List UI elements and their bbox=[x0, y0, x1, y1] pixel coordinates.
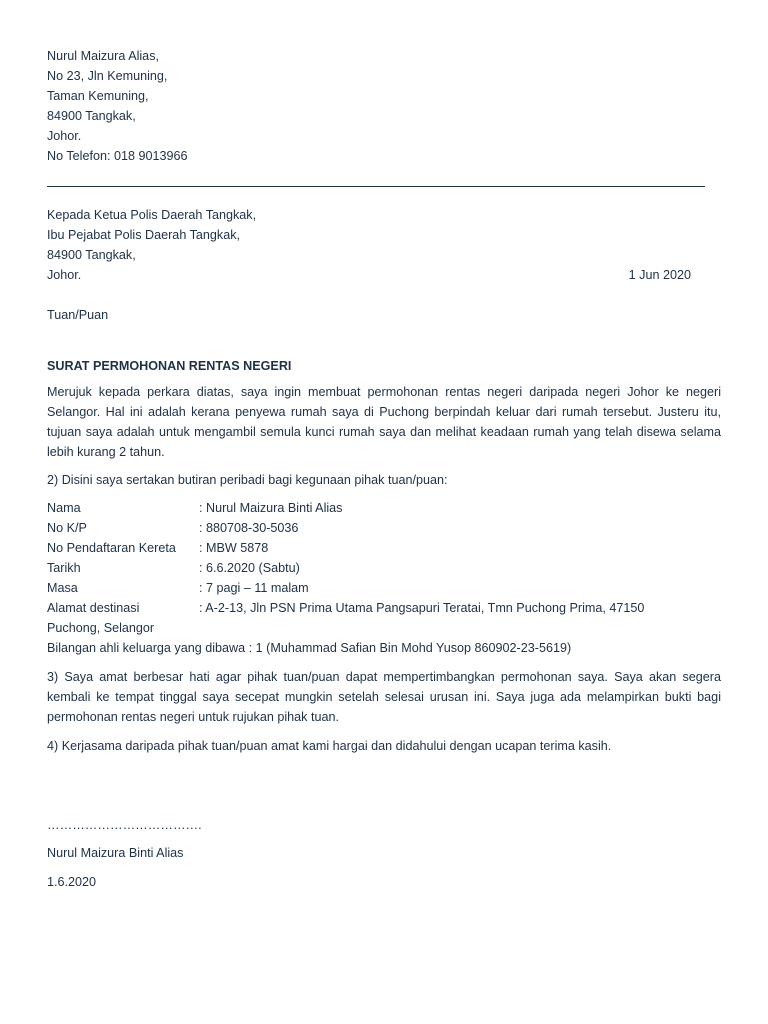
letter-subject: SURAT PERMOHONAN RENTAS NEGERI bbox=[47, 359, 292, 373]
paragraph-2: 2) Disini saya sertakan butiran peribadi bagi kegunaan pihak tuan/puan: bbox=[47, 473, 448, 487]
detail-label: No K/P bbox=[47, 521, 87, 535]
detail-row-name bbox=[47, 498, 721, 518]
paragraph-4: 4) Kerjasama daripada pihak tuan/puan amat kami hargai dan didahului dengan ucapan terima kasih. bbox=[47, 739, 612, 753]
sender-address-line-3: 84900 Tangkak, bbox=[47, 109, 136, 123]
detail-row-date bbox=[47, 558, 721, 578]
detail-label: Alamat destinasi bbox=[47, 601, 140, 615]
detail-label: Tarikh bbox=[47, 561, 81, 575]
detail-value: : A-2-13, Jln PSN Prima Utama Pangsapuri Teratai, Tmn Puchong Prima, 47150 bbox=[199, 601, 645, 615]
detail-label: No Pendaftaran Kereta bbox=[47, 541, 176, 555]
detail-value: : MBW 5878 bbox=[199, 541, 269, 555]
detail-row-destination bbox=[47, 598, 721, 618]
signatory-name: Nurul Maizura Binti Alias bbox=[47, 846, 184, 860]
letter-page bbox=[47, 46, 721, 892]
recipient-address-block bbox=[47, 205, 721, 285]
detail-value: : 880708-30-5036 bbox=[199, 521, 299, 535]
sender-name: Nurul Maizura Alias, bbox=[47, 49, 159, 63]
detail-value: : 6.6.2020 (Sabtu) bbox=[199, 561, 300, 575]
detail-value: : 7 pagi – 11 malam bbox=[199, 581, 309, 595]
sender-phone: No Telefon: 018 9013966 bbox=[47, 149, 188, 163]
destination-continuation: Puchong, Selangor bbox=[47, 621, 155, 635]
recipient-line-4: Johor. bbox=[47, 268, 82, 282]
detail-row-ic bbox=[47, 518, 721, 538]
detail-value: : Nurul Maizura Binti Alias bbox=[199, 501, 343, 515]
sender-state: Johor. bbox=[47, 129, 82, 143]
sender-address-line-2: Taman Kemuning, bbox=[47, 89, 149, 103]
paragraph-1: Merujuk kepada perkara diatas, saya ingin membuat permohonan rentas negeri daripada negeri Johor ke negeri Selangor. Hal ini adalah kerana penyewa rumah saya di Puchong berpindah keluar dari rumah tersebut. Justeru itu, tujuan saya adalah untuk mengambil semula kunci rumah saya dan melihat keadaan rumah yang telah disewa selama lebih kurang 2 tahun. bbox=[47, 385, 721, 459]
recipient-line-3: 84900 Tangkak, bbox=[47, 248, 136, 262]
sender-address-block bbox=[47, 46, 721, 166]
paragraph-3: 3) Saya amat berbesar hati agar pihak tuan/puan dapat mempertimbangkan permohonan saya. Saya akan segera kembali ke tempat tinggal saya secepat mungkin setelah selesai urusan ini. Saya juga ada melampirkan bukti bagi permohonan rentas negeri untuk rujukan pihak tuan. bbox=[47, 670, 721, 724]
recipient-line-2: Ibu Pejabat Polis Daerah Tangkak, bbox=[47, 228, 240, 242]
family-members-line: Bilangan ahli keluarga yang dibawa : 1 (Muhammad Safian Bin Mohd Yusop 860902-23-5619) bbox=[47, 641, 572, 655]
letter-date: 1 Jun 2020 bbox=[628, 268, 691, 282]
recipient-line-1: Kepada Ketua Polis Daerah Tangkak, bbox=[47, 208, 257, 222]
personal-details-list bbox=[47, 498, 721, 658]
detail-row-car-registration bbox=[47, 538, 721, 558]
signatory-date: 1.6.2020 bbox=[47, 875, 97, 889]
sender-address-line-1: No 23, Jln Kemuning, bbox=[47, 69, 168, 83]
detail-label: Nama bbox=[47, 501, 81, 515]
horizontal-divider bbox=[47, 186, 705, 187]
detail-label: Masa bbox=[47, 581, 78, 595]
detail-row-time bbox=[47, 578, 721, 598]
salutation: Tuan/Puan bbox=[47, 308, 109, 322]
signature-line: ………………………………. bbox=[47, 818, 202, 832]
